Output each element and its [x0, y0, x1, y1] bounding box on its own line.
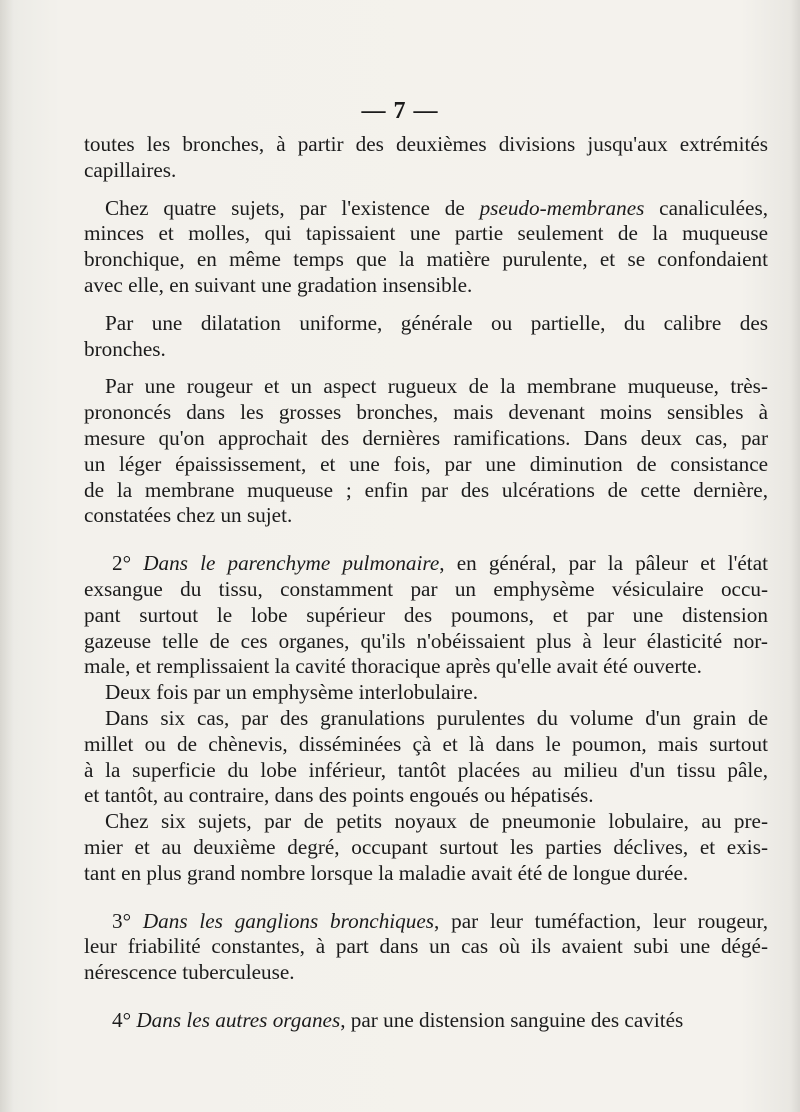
text-line: millet ou de chènevis, disséminées çà et là dans le poumon, mais surtout [84, 731, 768, 756]
text-line: Chez six sujets, par de petits noyaux de pneumonie lobulaire, au pre- [105, 809, 768, 834]
paragraph [84, 1008, 768, 1034]
text-line: constatées chez un sujet. [84, 503, 293, 528]
text-line: nérescence tuberculeuse. [84, 960, 295, 985]
text-line: Par une rougeur et un aspect rugueux de la membrane muqueuse, très- [105, 374, 768, 399]
text-line: tant en plus grand nombre lorsque la maladie avait été de longue durée. [84, 860, 689, 885]
text-line: de la membrane muqueuse ; enfin par des ulcérations de cette dernière, [84, 477, 768, 502]
text-line: Deux fois par un emphysème interlobulaire. [105, 680, 479, 705]
body-text [84, 132, 768, 1034]
text-line: leur friabilité constantes, à part dans un cas où ils avaient subi une dégé- [84, 934, 768, 959]
text-line: minces et molles, qui tapissaient une partie seulement de la muqueuse [84, 221, 768, 246]
paragraph [84, 809, 768, 886]
text-line: prononcés dans les grosses bronches, mais devenant moins sensibles à [84, 400, 768, 425]
text-line: exsangue du tissu, constamment par un emphysème vésiculaire occu- [84, 576, 768, 601]
text-line: pant surtout le lobe supérieur des poumons, et par une distension [84, 602, 768, 627]
text-line: Par une dilatation uniforme, générale ou partielle, du calibre des [105, 310, 768, 335]
paragraph [84, 374, 768, 529]
text-line: male, et remplissaient la cavité thoracique après qu'elle avait été ouverte. [84, 654, 702, 679]
text-line: Dans six cas, par des granulations purulentes du volume d'un grain de [105, 705, 768, 730]
text-line: capillaires. [84, 157, 177, 182]
text-line: Chez quatre sujets, par l'existence de pseudo-membranes canaliculées, [105, 195, 768, 220]
text-line: et tantôt, au contraire, dans des points engoués ou hépatisés. [84, 783, 594, 808]
paragraph [84, 551, 768, 680]
text-line: bronches. [84, 336, 166, 361]
text-line: un léger épaississement, et une fois, par une diminution de consistance [84, 451, 768, 476]
text-line: mesure qu'on approchait des dernières ramifications. Dans deux cas, par [84, 425, 768, 450]
text-line: à la superficie du lobe inférieur, tantôt placées au milieu d'un tissu pâle, [84, 757, 768, 782]
text-line: toutes les bronches, à partir des deuxièmes divisions jusqu'aux extrémités [84, 132, 768, 156]
paragraph [84, 196, 768, 299]
page-number: — 7 — [361, 98, 439, 124]
paragraph [84, 132, 768, 184]
paragraph [84, 311, 768, 363]
text-line: 2° Dans le parenchyme pulmonaire, en général, par la pâleur et l'état [112, 551, 768, 576]
paragraph [84, 909, 768, 986]
text-line: mier et au deuxième degré, occupant surtout les parties déclives, et exis- [84, 834, 768, 859]
text-line: bronchique, en même temps que la matière purulente, et se confondaient [84, 247, 768, 272]
paragraph [84, 706, 768, 809]
text-line: avec elle, en suivant une gradation insensible. [84, 272, 473, 297]
text-line: gazeuse telle de ces organes, qu'ils n'obéissaient plus à leur élasticité nor- [84, 628, 768, 653]
text-line: 4° Dans les autres organes, par une distension sanguine des cavités [112, 1007, 684, 1032]
paragraph [84, 680, 768, 706]
text-line: 3° Dans les ganglions bronchiques, par leur tuméfaction, leur rougeur, [112, 908, 769, 933]
